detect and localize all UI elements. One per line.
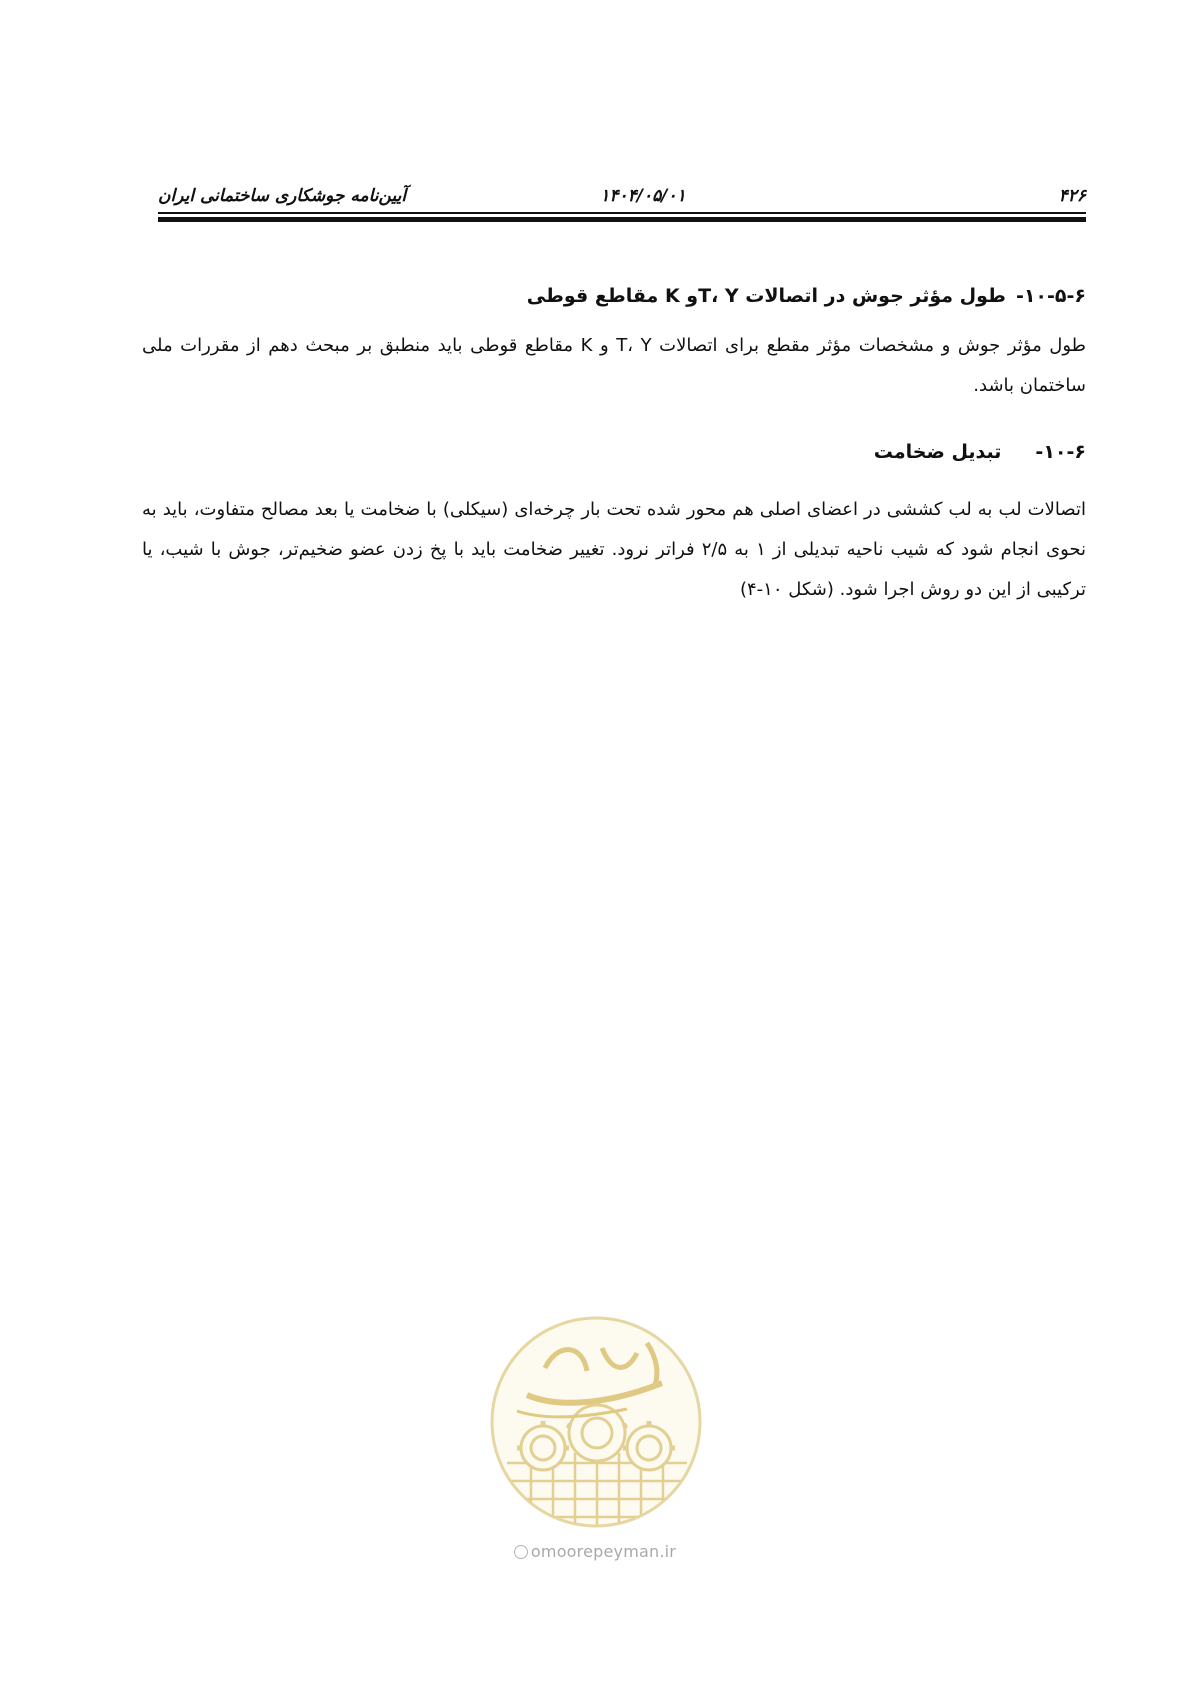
section-title: طول مؤثر جوش در اتصالات T، Yو K مقاطع قوطی bbox=[526, 285, 1006, 307]
section-title: تبدیل ضخامت bbox=[873, 441, 1002, 463]
page-number: ۴۲۶ bbox=[1058, 186, 1086, 206]
section-number: ۱۰-۵-۶- bbox=[1015, 285, 1086, 307]
publication-date: ۱۴۰۴/۰۵/۰۱ bbox=[600, 186, 686, 206]
book-title: آیین‌نامه جوشکاری ساختمانی ایران bbox=[158, 186, 407, 206]
at-sign-icon bbox=[514, 1545, 528, 1559]
watermark-logo bbox=[487, 1313, 705, 1531]
page-content bbox=[142, 280, 1086, 610]
section-paragraph: طول مؤثر جوش و مشخصات مؤثر مقطع برای اتصالات T، Y و K مقاطع قوطی باید منطبق بر مبحث دهم از مقررات ملی ساختمان باشد. bbox=[142, 335, 1086, 396]
header-rule-thick bbox=[158, 217, 1086, 222]
header-rule-thin bbox=[158, 212, 1086, 214]
watermark-url bbox=[440, 1542, 750, 1561]
section-number: ۱۰-۶- bbox=[1035, 441, 1086, 463]
running-header bbox=[158, 182, 1086, 214]
section-heading bbox=[142, 280, 1086, 312]
section-heading bbox=[142, 436, 1086, 468]
section-paragraph: اتصالات لب به لب کششی در اعضای اصلی هم محور شده تحت بار چرخه‌ای (سیکلی) با ضخامت یا بعد مصالح متفاوت، باید به نحوی انجام شود که شیب ناحیه تبدیلی از ۱ به ۲/۵ فراتر نرود. تغییر ضخامت باید با پخ زدن عضو ضخیم‌تر، جوش با شیب، یا ترکیبی از این دو روش اجرا شود. (شکل ۱۰-۴) bbox=[142, 499, 1086, 600]
watermark-url-text: omoorepeyman.ir bbox=[530, 1542, 677, 1561]
